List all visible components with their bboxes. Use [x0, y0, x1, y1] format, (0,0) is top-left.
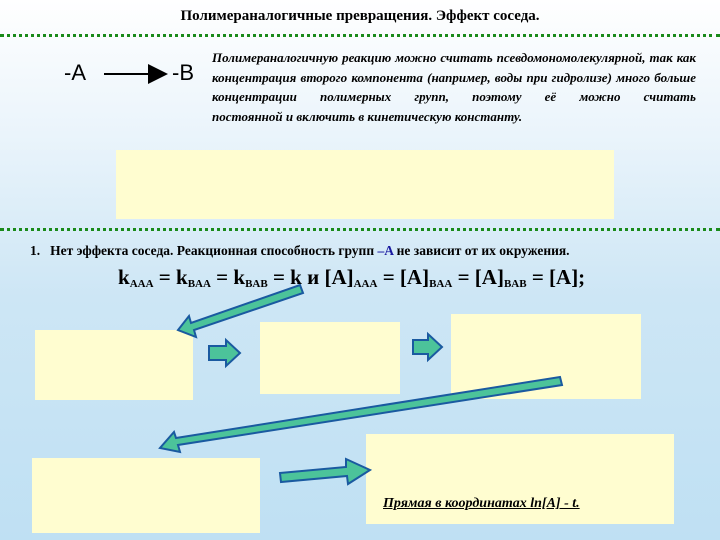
intro-line: концентрации полимерных групп, поэтому её можно считать [212, 89, 696, 104]
case-text: Нет эффекта соседа. Реакционная способность групп [50, 243, 378, 258]
block-arrow-icon [209, 340, 240, 366]
group-a-label: -A [64, 60, 86, 85]
case-text-end: не зависит от их окружения. [393, 243, 570, 258]
rate-formula: $k_{AAA} = k_{BAA} = k_{BAB} = k$ и $[A]_{AAA} = [A]_{BAA} = [A]_{BAB} = [A]$; [118, 265, 586, 290]
intro-line: Полимераналогичную реакцию можно считать [212, 50, 493, 65]
intro-line: компонента (например, воды при гидролизе) много больше [351, 69, 697, 85]
block-arrow-icon [280, 459, 370, 484]
diagonal-arrow-icon [160, 377, 562, 452]
group-a-highlight: –A [377, 243, 394, 258]
intro-line: постоянной и включить в кинетическую константу. [212, 108, 523, 124]
block-arrow-icon [413, 334, 442, 360]
page-title: Полимераналогичные превращения. Эффект соседа. [180, 8, 540, 24]
group-b-label: -B [172, 60, 194, 85]
result-caption: Прямая в координатах ln[A] - t. [383, 496, 580, 511]
diagonal-arrow-icon [178, 285, 303, 337]
intro-line: псевдомономолекулярной, так как концентрация второго [212, 50, 696, 85]
case-number: 1. [30, 243, 41, 258]
